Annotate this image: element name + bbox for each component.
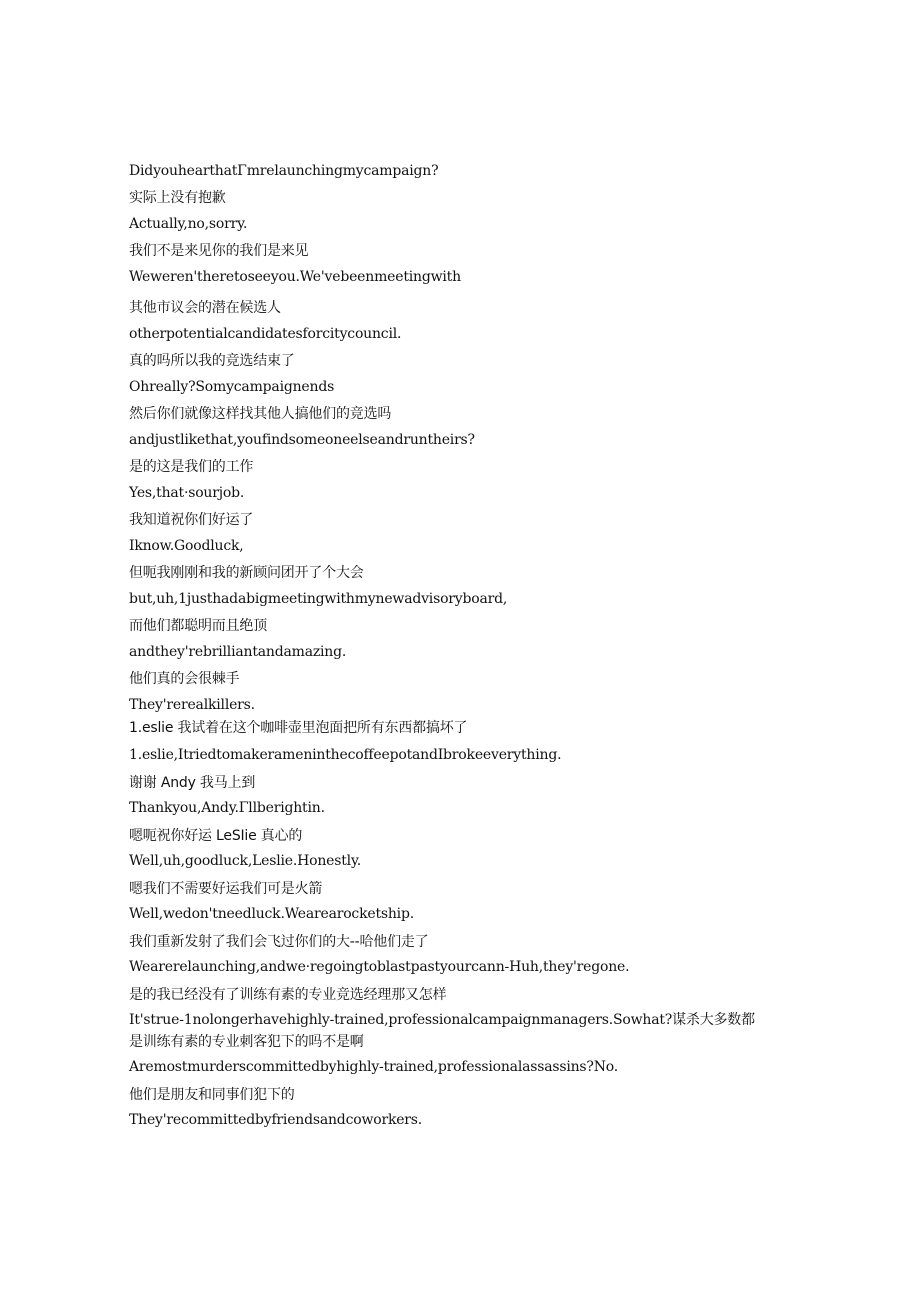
subtitle-line-zh: 谢谢 Andy 我马上到	[129, 775, 256, 791]
subtitle-line-en: They'recommittedbyfriendsandcoworkers.	[129, 1112, 423, 1128]
subtitle-line-en: but,uh,1justhadabigmeetingwithmynewadvisoryboard,	[129, 591, 508, 607]
subtitle-line-zh: 我们重新发射了我们会飞过你们的大--哈他们走了	[129, 934, 429, 950]
subtitle-line-en: It'strue-1nolongerhavehighly-trained,professionalcampaignmanagers.Sowhat?谋杀大多数都	[129, 1012, 755, 1028]
subtitle-line-en: Actually,no,sorry.	[129, 216, 248, 232]
subtitle-line-zh: 是训练有素的专业刺客犯下的吗不是啊	[129, 1034, 364, 1050]
subtitle-line-en: Wearerelaunching,andwe·regoingtoblastpastyourcann-Huh,they'regone.	[129, 959, 630, 975]
subtitle-line-en: 1.eslie,ItriedtomakerameninthecoffeepotandIbrokeeverything.	[129, 747, 562, 763]
subtitle-line-zh: 其他市议会的潜在候选人	[129, 300, 281, 316]
subtitle-line-zh: 是的这是我们的工作	[129, 459, 254, 475]
subtitle-line-en: Thankyou,Andy.Γllberightin.	[129, 800, 325, 816]
subtitle-line-en: DidyouhearthatΓmrelaunchingmycampaign?	[129, 163, 439, 179]
subtitle-line-en: Aremostmurderscommittedbyhighly-trained,professionalassassins?No.	[129, 1059, 618, 1075]
subtitle-line-zh: 然后你们就像这样找其他人搞他们的竞选吗	[129, 406, 392, 422]
subtitle-line-zh: 我知道祝你们好运了	[129, 512, 254, 528]
subtitle-line-zh: 他们真的会很棘手	[129, 671, 240, 687]
subtitle-line-en: Weweren'theretoseeyou.We'vebeenmeetingwith	[129, 269, 461, 285]
subtitle-line-en: Well,wedon'tneedluck.Wearearocketship.	[129, 906, 414, 922]
subtitle-line-en: They'rerealkillers.	[129, 697, 255, 713]
subtitle-line-en: Yes,that·sourjob.	[129, 485, 245, 501]
subtitle-line-zh: 我们不是来见你的我们是来见	[129, 243, 309, 259]
subtitle-line-zh: 是的我已经没有了训练有素的专业竞选经理那又怎样	[129, 987, 447, 1003]
subtitle-line-zh: 1.eslie 我试着在这个咖啡壶里泡面把所有东西都搞坏了	[129, 720, 468, 736]
subtitle-line-zh: 嗯我们不需要好运我们可是火箭	[129, 881, 323, 897]
subtitle-line-zh: 但呃我刚刚和我的新顾问团开了个大会	[129, 565, 364, 581]
subtitle-line-en: otherpotentialcandidatesforcitycouncil.	[129, 326, 402, 342]
subtitle-line-en: Ohreally?Somycampaignends	[129, 379, 335, 395]
subtitle-line-en: andjustlikethat,youfindsomeoneelseandruntheirs?	[129, 432, 475, 448]
subtitle-line-zh: 嗯呃祝你好运 LeSIie 真心的	[129, 828, 303, 844]
subtitle-line-zh: 而他们都聪明而且绝顶	[129, 618, 267, 634]
subtitle-line-zh: 实际上没有抱歉	[129, 190, 226, 206]
subtitle-line-zh: 真的吗所以我的竞选结束了	[129, 353, 295, 369]
subtitle-line-en: Well,uh,goodluck,Leslie.Honestly.	[129, 853, 362, 869]
subtitle-line-en: andthey'rebrilliantandamazing.	[129, 644, 347, 660]
subtitle-line-en: Iknow.Goodluck,	[129, 538, 244, 554]
subtitle-line-zh: 他们是朋友和同事们犯下的	[129, 1087, 295, 1103]
